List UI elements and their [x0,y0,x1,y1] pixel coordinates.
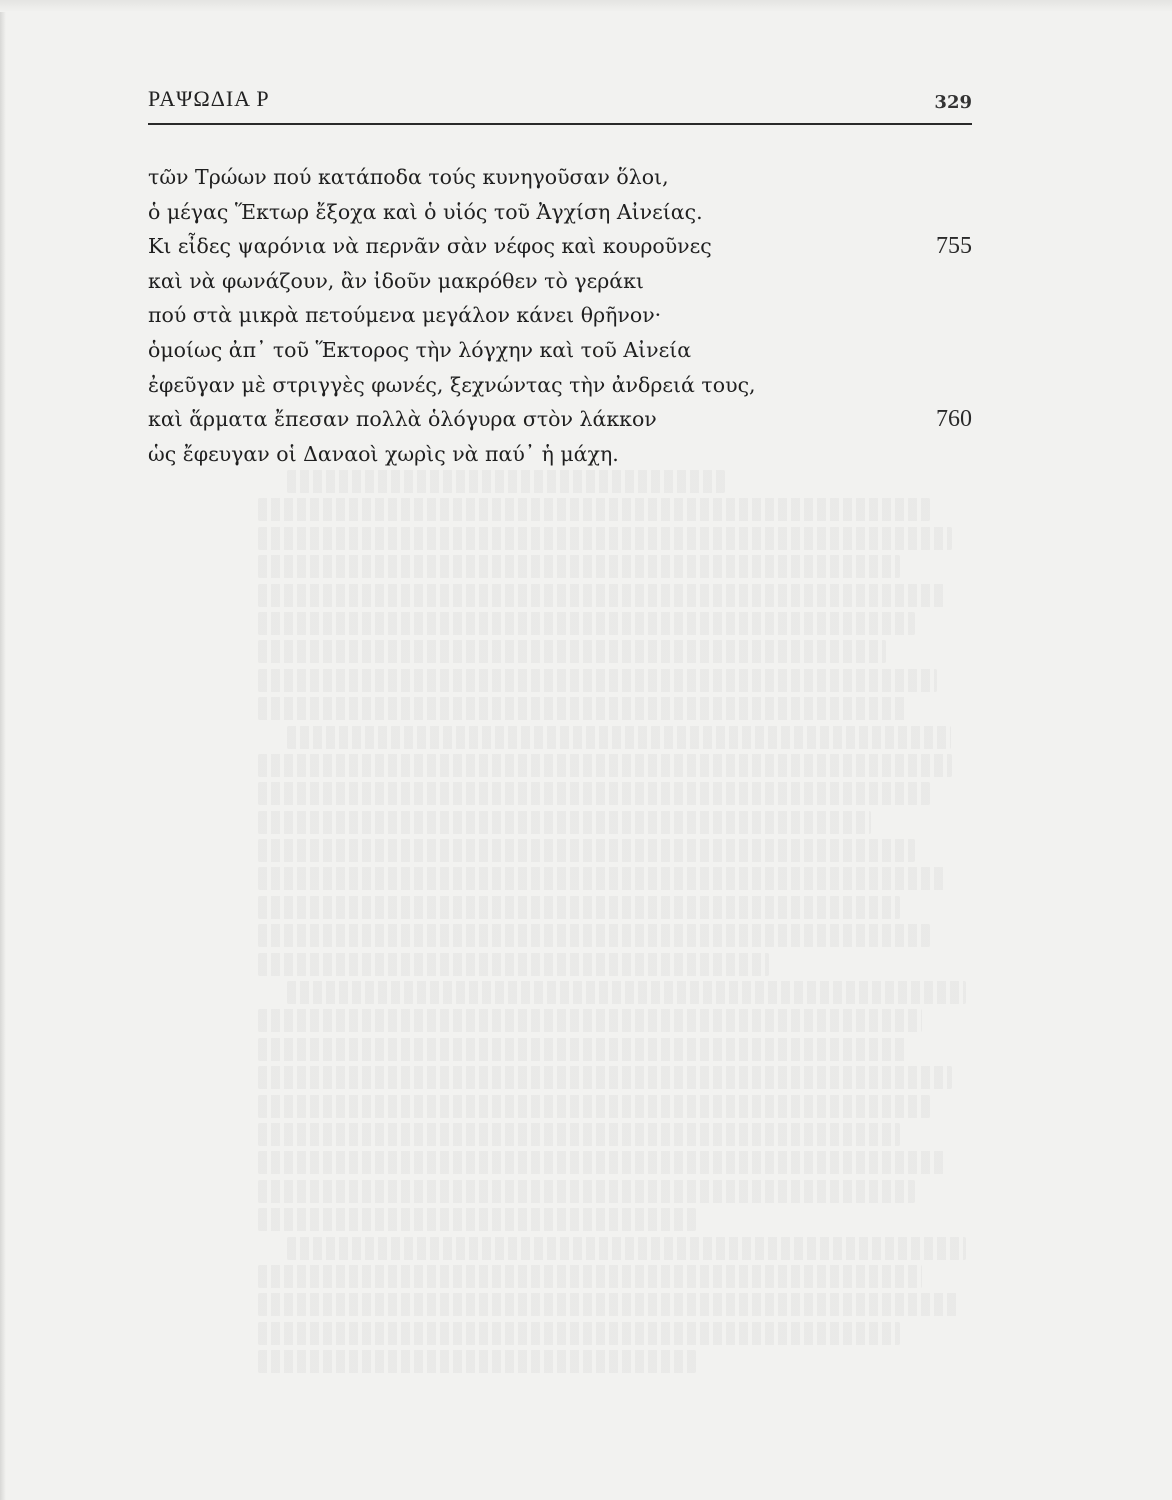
verse-text: καὶ νὰ φωνάζουν, ἂν ἰδοῦν μακρόθεν τὸ γεράκι [148,268,644,293]
show-through-line [258,1180,915,1203]
show-through-line [258,498,930,521]
verse-text: ὁ μέγας Ἕκτωρ ἔξοχα καὶ ὁ υἱός τοῦ Ἀγχίση Αἰνείας. [148,199,703,224]
show-through-line [287,1237,966,1260]
verse-text: ὁμοίως ἀπ᾿ τοῦ Ἕκτορος τὴν λόγχην καὶ τοῦ Αἰνεία [148,337,692,362]
show-through-line [258,584,944,607]
line-number: 760 [936,406,972,433]
show-through-line [258,1151,944,1174]
verse-line [148,229,972,264]
show-through-line [258,811,871,834]
show-through-line [258,640,886,663]
verse-line [148,333,972,368]
header-rule [148,123,972,125]
show-through-line [258,1009,922,1032]
show-through-line [258,1293,959,1316]
show-through-line [258,669,937,692]
show-through-line [258,896,900,919]
show-through-line [258,697,908,720]
page-header [148,84,972,114]
show-through-line [258,839,915,862]
show-through-line [258,953,769,976]
reverse-side-show-through [258,470,988,1390]
show-through-line [287,470,725,493]
show-through-line [258,1350,696,1373]
verse-text: καὶ ἅρματα ἔπεσαν πολλὰ ὁλόγυρα στὸν λάκκον [148,407,657,432]
show-through-line [258,1208,696,1231]
verse-text: Κι εἶδες ψαρόνια νὰ περνᾶν σὰν νέφος καὶ κουροῦνες [148,234,712,259]
verse-text: ἐφεῦγαν μὲ στριγγὲς φωνές, ξεχνώντας τὴν ἀνδρειά τους, [148,372,756,397]
page-number: 329 [934,92,972,113]
show-through-line [258,1265,922,1288]
show-through-line [287,726,951,749]
verse-line [148,402,972,437]
show-through-line [258,1123,900,1146]
show-through-line [258,867,944,890]
verse-text: πού στὰ μικρὰ πετούμενα μεγάλον κάνει θρῆνον· [148,303,662,328]
page-top-shadow [0,0,1172,12]
show-through-line [258,527,952,550]
show-through-line [258,782,930,805]
show-through-line [258,754,952,777]
verse-line [148,368,972,403]
show-through-line [258,1038,908,1061]
line-number: 755 [936,233,972,260]
poem-text [148,160,972,471]
show-through-line [258,924,930,947]
verse-line [148,298,972,333]
verse-line [148,264,972,299]
verse-text: τῶν Τρώων πού κατάποδα τούς κυνηγοῦσαν ὅλοι, [148,165,669,189]
show-through-line [258,1095,930,1118]
show-through-line [258,1322,900,1345]
running-head: ΡΑΨΩΔΙΑ Ρ [148,86,270,111]
page-left-shadow [0,0,6,1500]
show-through-line [258,1066,952,1089]
show-through-line [258,612,915,635]
show-through-line [287,981,966,1004]
verse-text: ὡς ἔφευγαν οἱ Δαναοὶ χωρὶς νὰ παύ᾿ ἡ μάχη. [148,441,619,466]
verse-line [148,195,972,230]
show-through-line [258,555,900,578]
verse-line [148,437,972,472]
verse-line [148,160,972,195]
